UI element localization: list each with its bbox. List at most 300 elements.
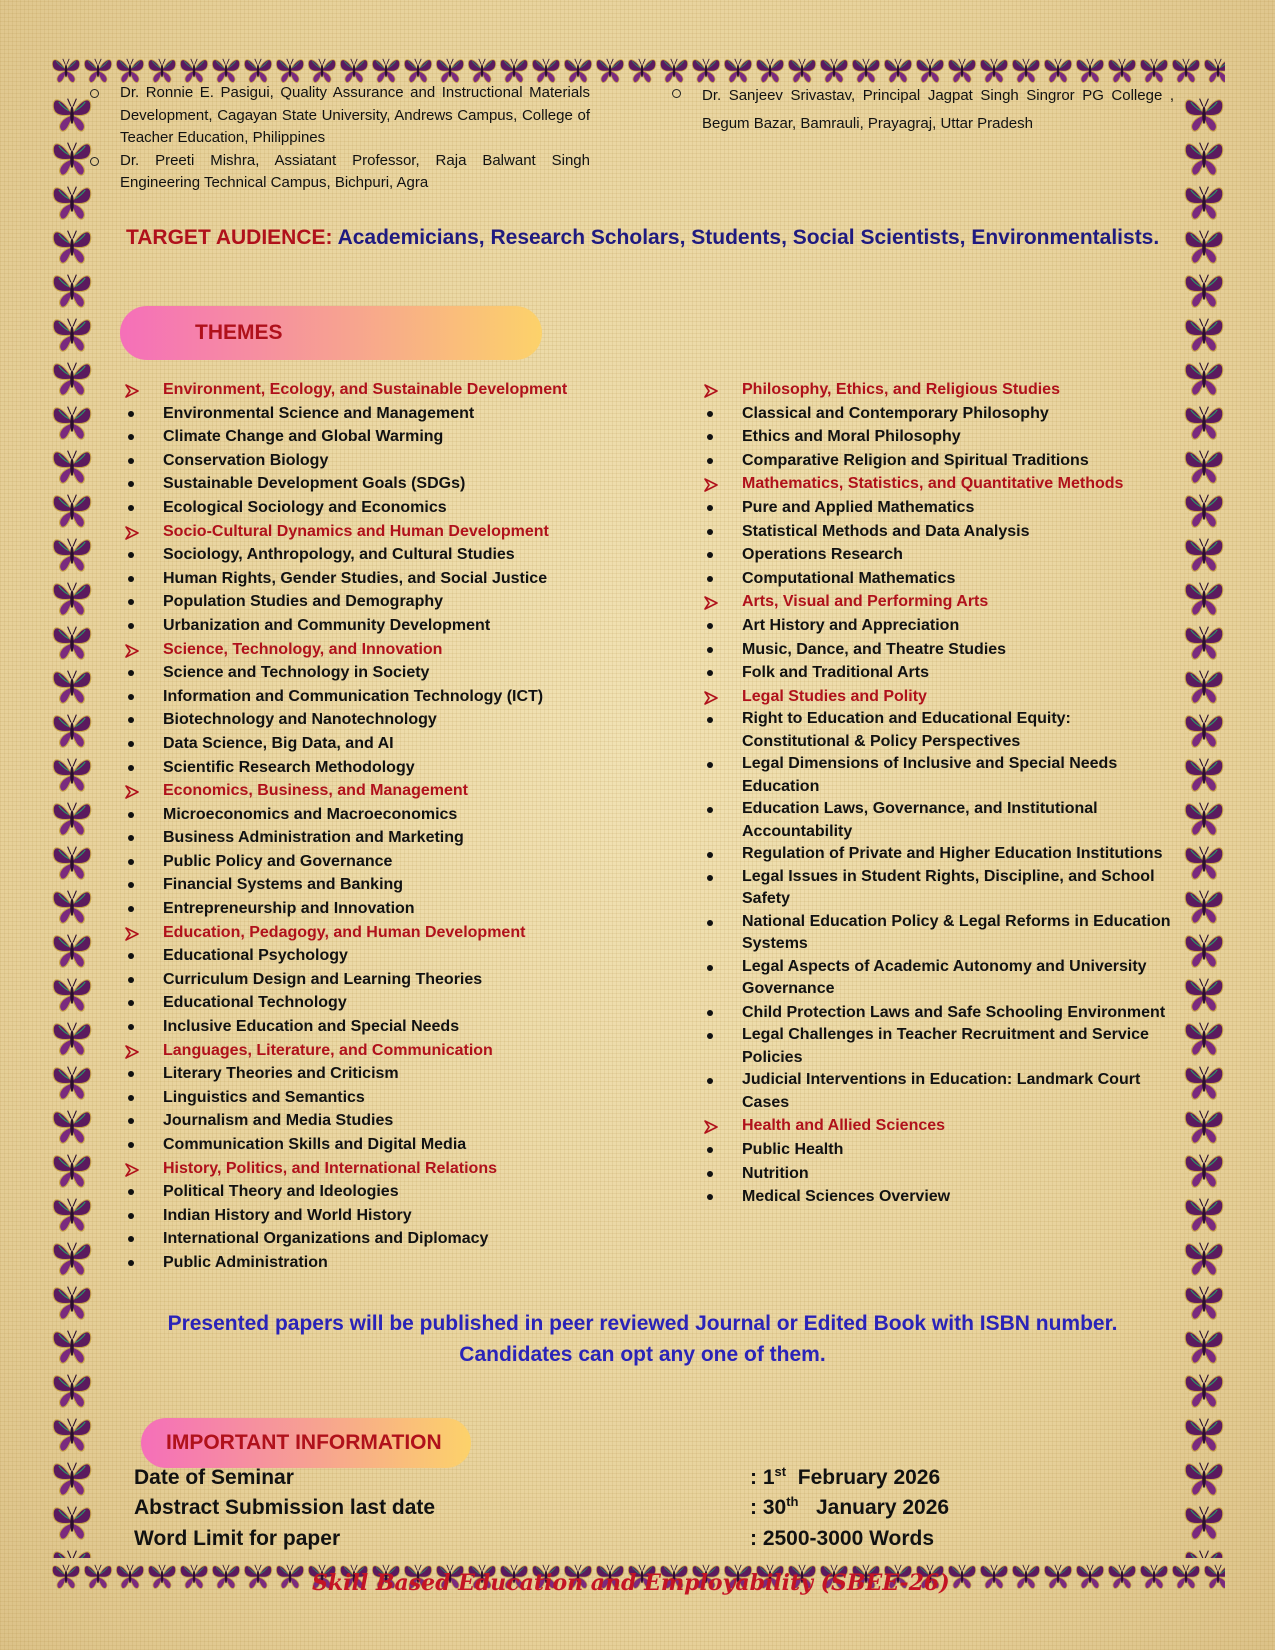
dot-bullet-icon (707, 505, 713, 511)
dot-bullet-icon (128, 906, 134, 912)
arrow-bullet-icon (125, 1161, 139, 1175)
butterfly-icon (1182, 312, 1226, 356)
theme-category-heading (704, 685, 1174, 709)
theme-text: Computational Mathematics (742, 569, 956, 587)
theme-subtopic (125, 1227, 605, 1251)
info-value-prefix: : 2500-3000 Words (750, 1527, 935, 1550)
theme-subtopic (704, 708, 1174, 753)
butterfly-icon (1202, 52, 1225, 88)
theme-text: Educational Psychology (163, 947, 348, 965)
theme-text: Communication Skills and Digital Media (163, 1136, 467, 1153)
theme-text: Right to Education and Educational Equity: Constitutional & Policy Perspectives (742, 710, 1071, 750)
butterfly-icon (1170, 1558, 1202, 1594)
dot-bullet-icon (707, 920, 713, 926)
theme-text: Sustainable Development Goals (SDGs) (163, 475, 466, 493)
dot-bullet-icon (128, 835, 134, 841)
theme-text: Environmental Science and Management (163, 404, 475, 422)
publication-note-line1: Presented papers will be published in peer reviewed Journal or Edited Book with ISBN number. (167, 1312, 1118, 1335)
theme-subtopic (125, 1251, 605, 1275)
themes-column-right (704, 378, 1174, 1209)
theme-category-heading (125, 1157, 605, 1181)
theme-category-heading (704, 472, 1174, 496)
theme-text: Microeconomics and Macroeconomics (163, 805, 458, 823)
dot-bullet-icon (128, 977, 134, 983)
butterfly-icon (1182, 268, 1226, 312)
butterfly-icon (1182, 708, 1226, 752)
theme-subtopic (125, 1180, 605, 1204)
butterfly-icon (50, 52, 82, 88)
committee-column-right (702, 82, 1174, 138)
theme-text: Legal Challenges in Teacher Recruitment and Service Policies (742, 1026, 1149, 1066)
butterfly-icon (1202, 1558, 1225, 1594)
info-value-suffix: January 2026 (798, 1496, 950, 1519)
dot-bullet-icon (128, 481, 134, 487)
butterfly-icon (626, 52, 658, 88)
arrow-bullet-icon (125, 642, 139, 656)
publication-note (140, 1308, 1145, 1370)
butterfly-icon (82, 1558, 114, 1594)
theme-text: Nutrition (742, 1164, 809, 1182)
butterfly-icon (50, 400, 94, 444)
theme-text: Music, Dance, and Theatre Studies (742, 640, 1007, 658)
dot-bullet-icon (128, 505, 134, 511)
theme-text: Entrepreneurship and Innovation (163, 900, 415, 918)
dot-bullet-icon (707, 965, 713, 971)
butterfly-icon (50, 576, 94, 620)
arrow-bullet-icon (125, 925, 139, 939)
butterfly-icon (50, 92, 94, 136)
theme-text: Economics, Business, and Management (163, 782, 468, 800)
theme-text: Mathematics, Statistics, and Quantitative Methods (742, 475, 1124, 493)
dot-bullet-icon (707, 552, 713, 558)
theme-text: Legal Dimensions of Inclusive and Special Needs Education (742, 755, 1118, 795)
dot-bullet-icon (128, 1213, 134, 1219)
dot-bullet-icon (128, 812, 134, 818)
dot-bullet-icon (128, 1142, 134, 1148)
theme-text: Legal Issues in Student Rights, Discipline, and School Safety (742, 867, 1155, 908)
butterfly-icon (1182, 444, 1226, 488)
butterfly-icon (50, 1016, 94, 1060)
info-value-seminar-date (750, 1466, 940, 1490)
theme-subtopic (704, 402, 1174, 426)
butterfly-icon (1182, 576, 1226, 620)
theme-subtopic (704, 1069, 1174, 1114)
arrow-bullet-icon (125, 1043, 139, 1057)
theme-text: Indian History and World History (163, 1206, 412, 1224)
dot-bullet-icon (128, 765, 134, 771)
arrow-bullet-icon (704, 476, 718, 490)
butterfly-icon (50, 928, 94, 972)
info-value-superscript: th (786, 1494, 799, 1509)
butterfly-border-right (1182, 92, 1226, 1558)
butterfly-icon (50, 884, 94, 928)
theme-subtopic (125, 826, 605, 850)
butterfly-icon (1182, 1500, 1226, 1544)
target-audience-value: Academicians, Research Scholars, Students, Social Scientists, Environmentalists. (337, 226, 1160, 249)
butterfly-icon (1182, 400, 1226, 444)
butterfly-icon (1182, 1412, 1226, 1456)
circle-bullet-icon (90, 157, 99, 166)
theme-subtopic (704, 798, 1174, 843)
committee-entry-text: Dr. Preeti Mishra, Assiatant Professor, Raja Balwant Singh Engineering Technical Campus, Bichpuri, Agra (120, 151, 590, 191)
butterfly-icon (1182, 1104, 1226, 1148)
theme-text: Science and Technology in Society (163, 664, 430, 682)
theme-category-heading (704, 590, 1174, 614)
butterfly-icon (50, 1368, 94, 1412)
dot-bullet-icon (707, 529, 713, 535)
butterfly-icon (1182, 356, 1226, 400)
dot-bullet-icon (707, 623, 713, 629)
themes-column-left (125, 378, 605, 1275)
butterfly-icon (50, 1456, 94, 1500)
butterfly-icon (50, 1500, 94, 1544)
committee-entry (120, 82, 590, 150)
info-value-prefix: : 1 (750, 1466, 775, 1489)
butterfly-icon (178, 1558, 210, 1594)
theme-text: Public Health (742, 1141, 844, 1158)
butterfly-icon (50, 708, 94, 752)
footer-title: Skill Based Education and Employability (SBEE-26) (312, 1570, 950, 1596)
theme-text: Legal Aspects of Academic Autonomy and University Governance (742, 957, 1147, 998)
publication-note-line2: Candidates can opt any one of them. (459, 1343, 826, 1366)
dot-bullet-icon (707, 1010, 713, 1016)
butterfly-icon (50, 488, 94, 532)
theme-subtopic (704, 661, 1174, 685)
committee-entry (702, 82, 1174, 138)
theme-text: Linguistics and Semantics (163, 1088, 365, 1106)
theme-subtopic (125, 803, 605, 827)
theme-text: Philosophy, Ethics, and Religious Studies (742, 381, 1060, 398)
theme-subtopic (125, 1204, 605, 1228)
butterfly-icon (1182, 620, 1226, 664)
dot-bullet-icon (128, 1071, 134, 1077)
committee-entry-text: Dr. Ronnie E. Pasigui, Quality Assurance and Instructional Materials Development, Cagayan State University, Andrews Campus, College of Teacher Education, Philippines (120, 84, 590, 146)
butterfly-icon (658, 52, 690, 88)
theme-text: Science, Technology, and Innovation (163, 640, 443, 658)
theme-text: Pure and Applied Mathematics (742, 498, 975, 516)
dot-bullet-icon (707, 1147, 713, 1153)
arrow-bullet-icon (704, 382, 718, 396)
butterfly-icon (242, 1558, 274, 1594)
theme-text: Educational Technology (163, 994, 347, 1012)
dot-bullet-icon (707, 717, 713, 723)
theme-text: Education Laws, Governance, and Institutional Accountability (742, 800, 1098, 840)
dot-bullet-icon (128, 694, 134, 700)
theme-text: Data Science, Big Data, and AI (163, 734, 394, 752)
dot-bullet-icon (128, 882, 134, 888)
butterfly-icon (50, 312, 94, 356)
theme-text: Education, Pedagogy, and Human Development (163, 923, 526, 941)
butterfly-icon (1182, 1060, 1226, 1104)
butterfly-icon (50, 1280, 94, 1324)
butterfly-icon (50, 752, 94, 796)
theme-category-heading (125, 1039, 605, 1063)
theme-subtopic (125, 1015, 605, 1039)
theme-text: Statistical Methods and Data Analysis (742, 522, 1030, 540)
theme-text: Human Rights, Gender Studies, and Social Justice (163, 569, 548, 587)
theme-subtopic (704, 1185, 1174, 1209)
butterfly-icon (1182, 1368, 1226, 1412)
butterfly-icon (946, 1558, 978, 1594)
info-value-suffix: February 2026 (786, 1466, 941, 1489)
butterfly-icon (50, 224, 94, 268)
butterfly-icon (978, 1558, 1010, 1594)
theme-category-heading (125, 520, 605, 544)
arrow-bullet-icon (125, 382, 139, 396)
butterfly-icon (1182, 1148, 1226, 1192)
theme-text: Comparative Religion and Spiritual Traditions (742, 451, 1089, 469)
butterfly-icon (50, 532, 94, 576)
dot-bullet-icon (128, 717, 134, 723)
theme-text: Biotechnology and Nanotechnology (163, 711, 437, 729)
dot-bullet-icon (128, 1260, 134, 1266)
theme-text: Public Administration (163, 1253, 328, 1271)
dot-bullet-icon (128, 953, 134, 959)
dot-bullet-icon (128, 1095, 134, 1101)
butterfly-icon (50, 1148, 94, 1192)
theme-category-heading (125, 921, 605, 945)
theme-text: Classical and Contemporary Philosophy (742, 404, 1049, 422)
info-label-abstract-deadline: Abstract Submission last date (134, 1496, 436, 1519)
dot-bullet-icon (707, 1078, 713, 1084)
theme-subtopic (704, 956, 1174, 1001)
theme-text: International Organizations and Diplomacy (163, 1230, 489, 1248)
theme-text: Urbanization and Community Development (163, 616, 491, 634)
arrow-bullet-icon (704, 594, 718, 608)
dot-bullet-icon (128, 1189, 134, 1195)
butterfly-icon (1106, 1558, 1138, 1594)
committee-entry-text: Dr. Sanjeev Srivastav, Principal Jagpat Singh Singror PG College , Begum Bazar, Bamrauli, Prayagraj, Uttar Pradesh (702, 87, 1174, 132)
theme-text: Socio-Cultural Dynamics and Human Development (163, 522, 549, 540)
theme-text: Curriculum Design and Learning Theories (163, 970, 483, 988)
theme-subtopic (125, 968, 605, 992)
butterfly-icon (1010, 1558, 1042, 1594)
theme-text: Judicial Interventions in Education: Landmark Court Cases (742, 1071, 1141, 1111)
butterfly-icon (50, 972, 94, 1016)
butterfly-icon (1182, 664, 1226, 708)
target-audience (126, 226, 1159, 250)
dot-bullet-icon (128, 623, 134, 629)
theme-subtopic (704, 1001, 1174, 1025)
theme-text: Literary Theories and Criticism (163, 1065, 399, 1083)
butterfly-icon (114, 1558, 146, 1594)
butterfly-icon (594, 52, 626, 88)
theme-subtopic (125, 897, 605, 921)
theme-subtopic (704, 866, 1174, 911)
dot-bullet-icon (707, 458, 713, 464)
butterfly-icon (274, 1558, 306, 1594)
theme-subtopic (125, 756, 605, 780)
theme-subtopic (704, 425, 1174, 449)
theme-subtopic (704, 638, 1174, 662)
theme-text: Journalism and Media Studies (163, 1112, 394, 1130)
butterfly-icon (1182, 884, 1226, 928)
butterfly-icon (1182, 488, 1226, 532)
theme-text: Health and Allied Sciences (742, 1117, 946, 1135)
butterfly-icon (50, 136, 94, 180)
target-audience-label: TARGET AUDIENCE: (126, 226, 333, 249)
theme-subtopic (704, 520, 1174, 544)
theme-text: Operations Research (742, 546, 903, 564)
butterfly-icon (1182, 840, 1226, 884)
theme-subtopic (125, 685, 605, 709)
theme-text: Medical Sciences Overview (742, 1188, 951, 1206)
theme-subtopic (704, 843, 1174, 866)
circle-bullet-icon (672, 89, 681, 98)
theme-text: Information and Communication Technology (ICT) (163, 687, 544, 705)
info-value-word-limit (750, 1527, 934, 1551)
dot-bullet-icon (128, 576, 134, 582)
theme-subtopic (125, 1133, 605, 1157)
butterfly-icon (82, 52, 114, 88)
theme-subtopic (125, 614, 605, 638)
theme-text: Climate Change and Global Warming (163, 428, 444, 446)
butterfly-icon (50, 1324, 94, 1368)
theme-text: Child Protection Laws and Safe Schooling Environment (742, 1003, 1166, 1021)
info-value-abstract-deadline (750, 1496, 949, 1520)
dot-bullet-icon (128, 1000, 134, 1006)
committee-entry (120, 150, 590, 195)
butterfly-icon (50, 1236, 94, 1280)
theme-text: Population Studies and Demography (163, 593, 444, 611)
theme-text: Ecological Sociology and Economics (163, 498, 447, 516)
theme-text: Arts, Visual and Performing Arts (742, 593, 989, 611)
dot-bullet-icon (707, 807, 713, 813)
theme-subtopic (125, 449, 605, 473)
butterfly-icon (1182, 1280, 1226, 1324)
butterfly-icon (50, 796, 94, 840)
theme-subtopic (125, 543, 605, 567)
theme-subtopic (125, 850, 605, 874)
butterfly-icon (1182, 532, 1226, 576)
arrow-bullet-icon (125, 524, 139, 538)
theme-category-heading (125, 779, 605, 803)
theme-text: Regulation of Private and Higher Education Institutions (742, 845, 1163, 863)
theme-subtopic (704, 614, 1174, 638)
theme-text: Ethics and Moral Philosophy (742, 428, 961, 446)
themes-heading-pill (120, 306, 542, 360)
butterfly-icon (50, 268, 94, 312)
butterfly-icon (50, 1104, 94, 1148)
theme-subtopic (125, 732, 605, 756)
butterfly-icon (50, 444, 94, 488)
theme-text: Legal Studies and Polity (742, 687, 927, 705)
butterfly-icon (1182, 1456, 1226, 1500)
dot-bullet-icon (128, 458, 134, 464)
dot-bullet-icon (128, 1118, 134, 1124)
theme-subtopic (704, 449, 1174, 473)
theme-category-heading (704, 378, 1174, 402)
butterfly-icon (1182, 1544, 1226, 1558)
dot-bullet-icon (128, 552, 134, 558)
theme-text: Sociology, Anthropology, and Cultural Studies (163, 546, 515, 564)
theme-text: History, Politics, and International Relations (163, 1159, 497, 1177)
theme-subtopic (125, 402, 605, 426)
dot-bullet-icon (707, 1171, 713, 1177)
dot-bullet-icon (707, 647, 713, 653)
butterfly-icon (1042, 1558, 1074, 1594)
theme-subtopic (704, 911, 1174, 956)
butterfly-icon (50, 664, 94, 708)
butterfly-icon (50, 840, 94, 884)
butterfly-icon (50, 356, 94, 400)
theme-text: Business Administration and Marketing (163, 829, 464, 847)
theme-text: Conservation Biology (163, 451, 329, 469)
theme-text: Inclusive Education and Special Needs (163, 1018, 460, 1036)
butterfly-icon (146, 1558, 178, 1594)
butterfly-icon (1182, 752, 1226, 796)
butterfly-icon (50, 1412, 94, 1456)
dot-bullet-icon (128, 411, 134, 417)
arrow-bullet-icon (125, 783, 139, 797)
theme-subtopic (125, 590, 605, 614)
theme-category-heading (125, 638, 605, 662)
butterfly-icon (1182, 796, 1226, 840)
butterfly-icon (50, 1192, 94, 1236)
butterfly-icon (50, 1060, 94, 1104)
dot-bullet-icon (128, 741, 134, 747)
arrow-bullet-icon (704, 1118, 718, 1132)
theme-subtopic (704, 1024, 1174, 1069)
butterfly-icon (1182, 1192, 1226, 1236)
theme-text: Financial Systems and Banking (163, 876, 404, 894)
important-info-heading: IMPORTANT INFORMATION (166, 1431, 442, 1454)
info-value-prefix: : 30 (750, 1496, 787, 1519)
theme-category-heading (704, 1114, 1174, 1138)
theme-text: Public Policy and Governance (163, 852, 393, 870)
theme-subtopic (125, 425, 605, 449)
dot-bullet-icon (707, 670, 713, 676)
butterfly-icon (1182, 224, 1226, 268)
butterfly-icon (1182, 1324, 1226, 1368)
dot-bullet-icon (128, 1236, 134, 1242)
committee-column-left (120, 82, 590, 195)
theme-subtopic (704, 496, 1174, 520)
dot-bullet-icon (707, 434, 713, 440)
butterfly-icon (210, 1558, 242, 1594)
butterfly-icon (1182, 928, 1226, 972)
theme-subtopic (125, 567, 605, 591)
important-info-heading-pill (141, 1418, 471, 1468)
butterfly-icon (50, 620, 94, 664)
dot-bullet-icon (128, 859, 134, 865)
theme-subtopic (125, 1086, 605, 1110)
dot-bullet-icon (128, 670, 134, 676)
theme-subtopic (125, 873, 605, 897)
theme-subtopic (125, 472, 605, 496)
butterfly-icon (1182, 92, 1226, 136)
theme-subtopic (704, 1162, 1174, 1186)
theme-subtopic (704, 543, 1174, 567)
theme-category-heading (125, 378, 605, 402)
dot-bullet-icon (707, 762, 713, 768)
theme-text: Languages, Literature, and Communication (163, 1041, 493, 1059)
dot-bullet-icon (707, 875, 713, 881)
info-value-superscript: st (774, 1464, 787, 1479)
dot-bullet-icon (707, 1194, 713, 1200)
butterfly-icon (1182, 136, 1226, 180)
theme-text: National Education Policy & Legal Reforms in Education Systems (742, 912, 1171, 953)
dot-bullet-icon (128, 599, 134, 605)
butterfly-icon (50, 1558, 82, 1594)
theme-text: Art History and Appreciation (742, 616, 960, 634)
theme-subtopic (125, 1109, 605, 1133)
theme-subtopic (125, 1062, 605, 1086)
dot-bullet-icon (707, 852, 713, 858)
butterfly-icon (1182, 972, 1226, 1016)
butterfly-icon (1138, 1558, 1170, 1594)
info-label-seminar-date: Date of Seminar (134, 1466, 294, 1489)
